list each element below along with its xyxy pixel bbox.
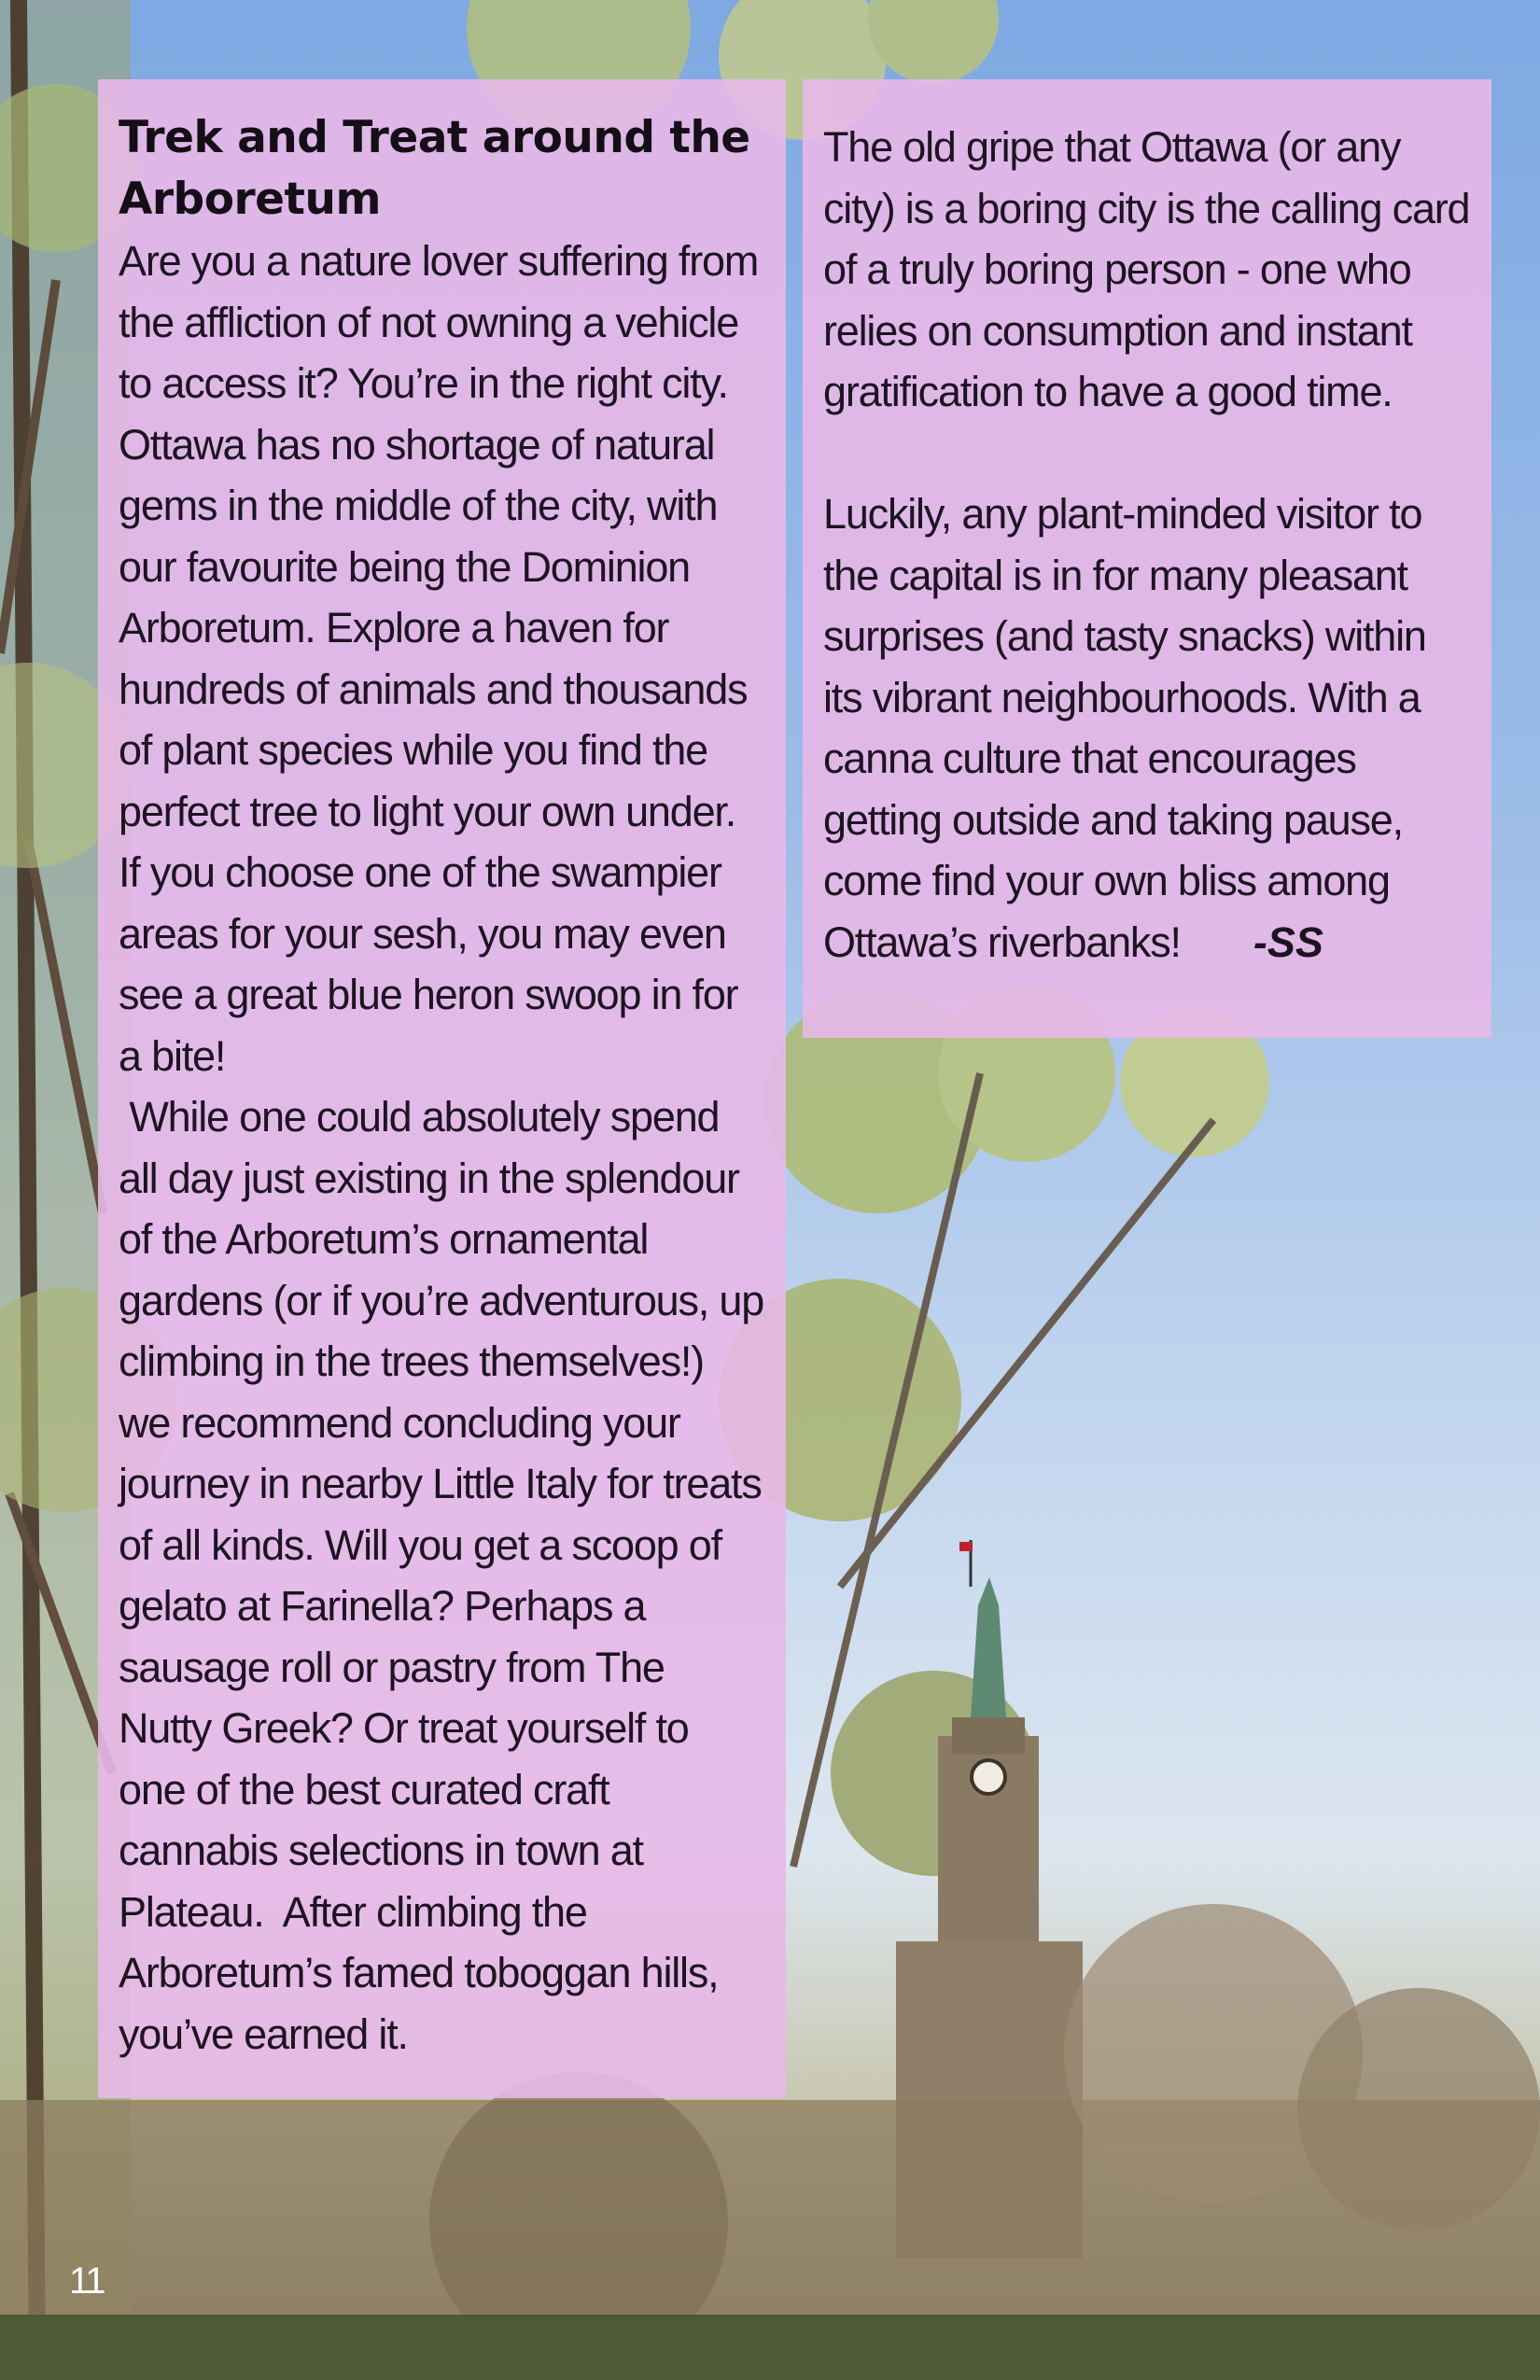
article-left-column: [98, 79, 786, 2098]
article-right-column: [803, 79, 1491, 1038]
article-paragraph-1: Are you a nature lover suffering from the affliction of not owning a vehicle to access it? You’re in the right city. Ottawa has no shortage of natural gems in the middle of the city, with our favourite being the Dominion Arboretum. Explore a haven for hundreds of animals and thousands of plant species while you find the perfect tree to light your own under. If you choose one of the swampier areas for your sesh, you may even see a great blue heron swoop in for a bite!: [119, 237, 769, 1080]
article-paragraph-4: [823, 483, 1471, 973]
article-paragraph-2: While one could absolutely spend all day just existing in the splendour of the Arboretum’s ornamental gardens (or if you’re adventurous, up climbing in the trees themselves!) we recommend concluding your journey in nearby Little Italy for treats of all kinds. Will you get a scoop of gelato at Farinella? Perhaps a sausage roll or pastry from The Nutty Greek? Or treat yourself to one of the best curated craft cannabis selections in town at Plateau. After climbing the Arboretum’s famed toboggan hills, you’ve earned it.: [119, 1093, 775, 2058]
article-title: Trek and Treat around the Arboretum: [119, 112, 750, 225]
page-number: 11: [69, 2261, 105, 2302]
article-paragraph-3: The old gripe that Ottawa (or any city) is a boring city is the calling card of a truly boring person - one who relies on consumption and instant gratification to have a good time.: [823, 123, 1480, 415]
article-paragraph-4-text: Luckily, any plant-minded visitor to the capital is in for many pleasant surprises (and tasty snacks) within its vibrant neighbourhoods. With a canna culture that encourages getting outside and taking pause, come find your own bliss among Ottawa’s riverbanks!: [823, 490, 1437, 966]
author-signature: -SS: [1253, 917, 1323, 966]
paragraph-spacer: [823, 423, 1471, 484]
